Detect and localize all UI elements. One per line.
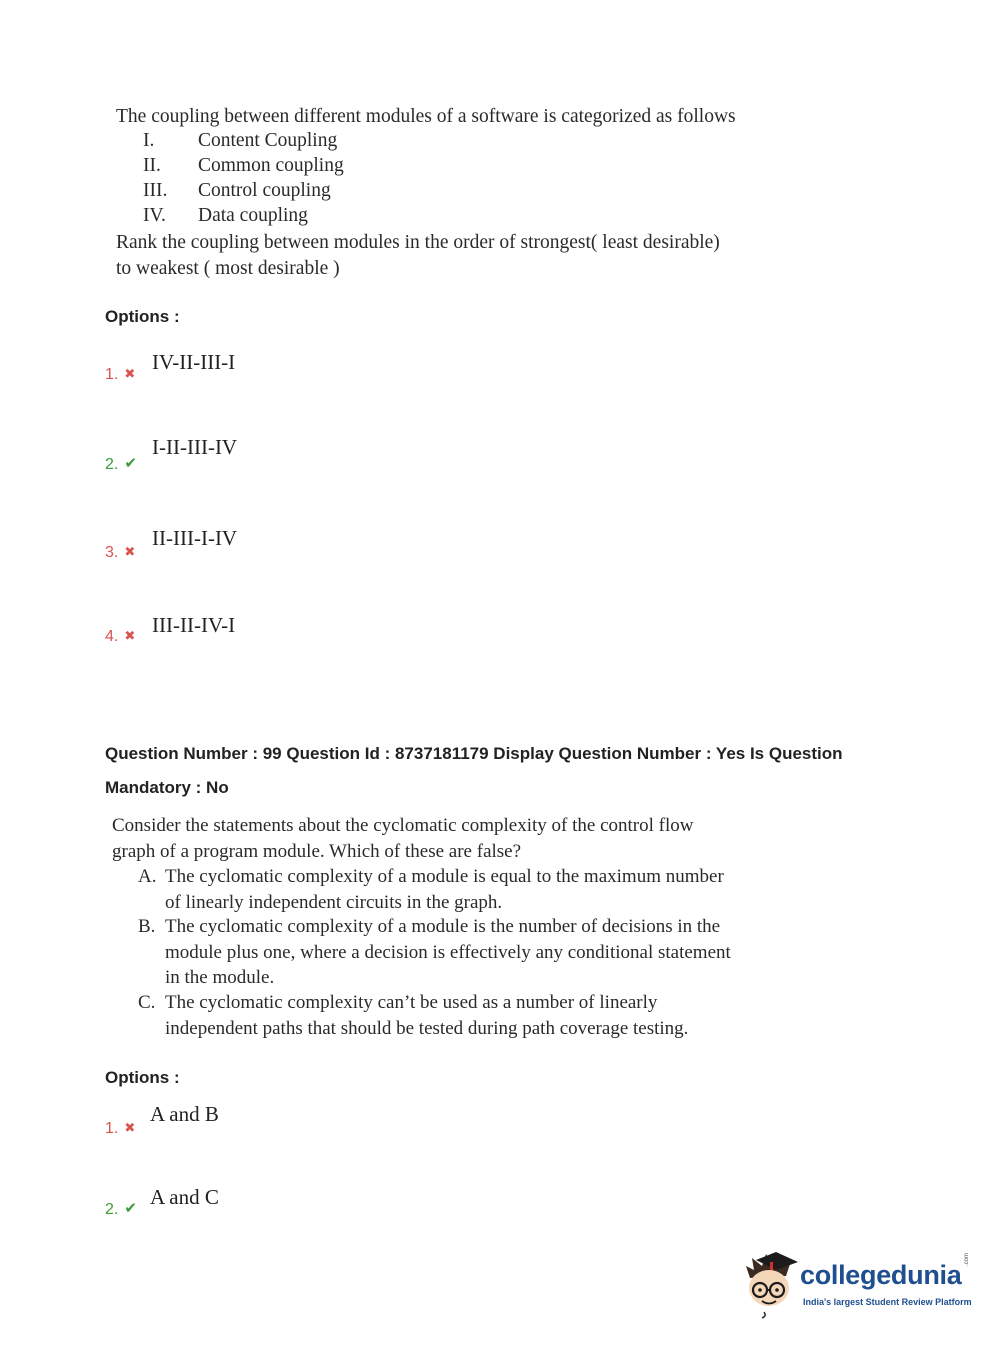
cross-icon: ✖ [124, 628, 136, 643]
statement-letter: C. [138, 992, 156, 1013]
question-2-header: Question Number : 99 Question Id : 8737181179 Display Question Number : Yes Is Question [105, 744, 843, 763]
statement-letter: A. [138, 866, 157, 887]
coupling-item-number: IV. [143, 205, 166, 226]
option-text: IV-II-III-I [152, 350, 236, 374]
statement-text: The cyclomatic complexity of a module is equal to the maximum number of linearly independent circuits in the graph. [165, 866, 724, 913]
coupling-item-number: I. [143, 130, 155, 151]
option-number: 4. ✖ [105, 628, 136, 645]
check-icon: ✔ [124, 455, 137, 472]
option-number: 3. ✖ [105, 544, 136, 561]
logo-suffix: .com [964, 1252, 970, 1266]
coupling-item-number: III. [143, 180, 168, 201]
option-number: 2. ✔ [105, 1200, 137, 1218]
cross-icon: ✖ [124, 1120, 136, 1135]
option-number: 2. ✔ [105, 455, 137, 473]
question-2-stem: Consider the statements about the cyclomatic complexity of the control flow graph of a program module. Which of these are false? [112, 815, 694, 862]
coupling-item-number: II. [143, 155, 161, 176]
logo-name: collegedunia [800, 1260, 962, 1290]
question-1-intro: The coupling between different modules of a software is categorized as follows [116, 106, 736, 127]
option-text: A and B [150, 1102, 219, 1126]
question-2-mandatory: Mandatory : No [105, 778, 229, 797]
mascot-icon [742, 1248, 802, 1320]
coupling-item-text: Data coupling [198, 205, 308, 226]
option-text: I-II-III-IV [152, 435, 238, 459]
coupling-item-text: Control coupling [198, 180, 331, 201]
cross-icon: ✖ [124, 366, 136, 381]
coupling-item-text: Content Coupling [198, 130, 338, 151]
option-number: 1. ✖ [105, 1120, 136, 1137]
options-label: Options : [105, 307, 180, 326]
statement-letter: B. [138, 916, 156, 937]
collegedunia-logo [742, 1248, 977, 1320]
option-text: A and C [150, 1185, 219, 1209]
logo-tagline: India's largest Student Review Platform [803, 1297, 972, 1307]
option-text: II-III-I-IV [152, 526, 238, 550]
statement-text: The cyclomatic complexity of a module is the number of decisions in the module plus one, where a decision is effectively any conditional statement in the module. [165, 916, 731, 988]
check-icon: ✔ [124, 1200, 137, 1217]
coupling-item-text: Common coupling [198, 155, 344, 176]
option-text: III-II-IV-I [152, 613, 236, 637]
question-1-rank-instruction: Rank the coupling between modules in the order of strongest( least desirable) to weakest ( most desirable ) [116, 232, 720, 279]
statement-text: The cyclomatic complexity can’t be used as a number of linearly independent paths that should be tested during path coverage testing. [165, 992, 689, 1039]
cross-icon: ✖ [124, 544, 136, 559]
options-label: Options : [105, 1068, 180, 1087]
option-number: 1. ✖ [105, 366, 136, 383]
